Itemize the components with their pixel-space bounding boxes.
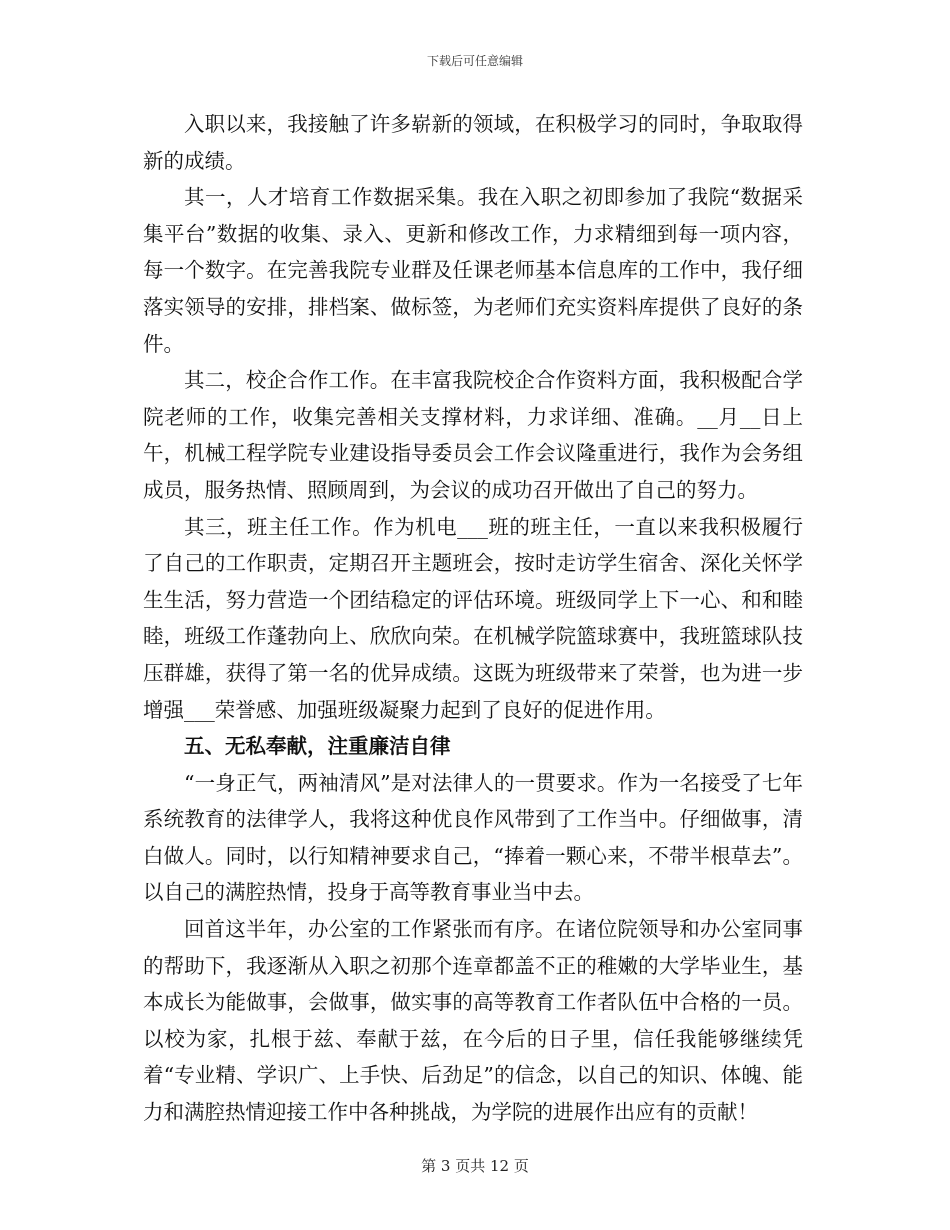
section-heading: 五、无私奉献，注重廉洁自律 <box>184 734 451 759</box>
paragraph-school-enterprise: 其二，校企合作工作。在丰富我院校企合作资料方面，我积极配合学院老师的工作，收集完善相关支撑材料，力求详细、准确。__月__日上午，机械工程学院专业建设指导委员会工作会议隆重进行，我作为会务组成员，服务热情、照顾周到，为会议的成功召开做出了自己的努力。 <box>143 368 803 502</box>
paragraph-review: 回首这半年，办公室的工作紧张而有序。在诸位院领导和办公室同事的帮助下，我逐渐从入职之初那个连章都盖不正的稚嫩的大学毕业生，基本成长为能做事，会做事，做实事的高等教育工作者队伍中合格的一员。以校为家，扎根于兹、奉献于兹，在今后的日子里，信任我能够继续凭着“专业精、学识广、上手快、后劲足”的信念，以自己的知识、体魄、能力和满腔热情迎接工作中各种挑战，为学院的进展作出应有的贡献！ <box>143 917 803 1125</box>
paragraph-class-teacher: 其三，班主任工作。作为机电___班的班主任，一直以来我积极履行了自己的工作职责，定期召开主题班会，按时走访学生宿舍、深化关怀学生生活，努力营造一个团结稳定的评估环境。班级同学上下一心、和和睦睦，班级工作蓬勃向上、欣欣向荣。在机械学院篮球赛中，我班篮球队技压群雄，获得了第一名的优异成绩。这既为班级带来了荣誉，也为进一步增强___荣誉感、加强班级凝聚力起到了良好的促进作用。 <box>143 514 803 722</box>
document-body <box>143 106 803 1131</box>
page-header: 下载后可任意编辑 <box>426 54 523 68</box>
page-footer: 第 3 页共 12 页 <box>421 1157 529 1175</box>
paragraph-intro: 入职以来，我接触了许多崭新的领域，在积极学习的同时，争取取得新的成绩。 <box>143 112 803 173</box>
paragraph-data-collection: 其一，人才培育工作数据采集。我在入职之初即参加了我院“数据采集平台”数据的收集、录入、更新和修改工作，力求精细到每一项内容，每一个数字。在完善我院专业群及任课老师基本信息库的工作中，我仔细落实领导的安排，排档案、做标签，为老师们充实资料库提供了良好的条件。 <box>143 185 803 356</box>
paragraph-integrity: “一身正气，两袖清风”是对法律人的一贯要求。作为一名接受了七年系统教育的法律学人，我将这种优良作风带到了工作当中。仔细做事，清白做人。同时，以行知精神要求自己，“捧着一颗心来，不带半根草去”。以自己的满腔热情，投身于高等教育事业当中去。 <box>143 770 803 905</box>
